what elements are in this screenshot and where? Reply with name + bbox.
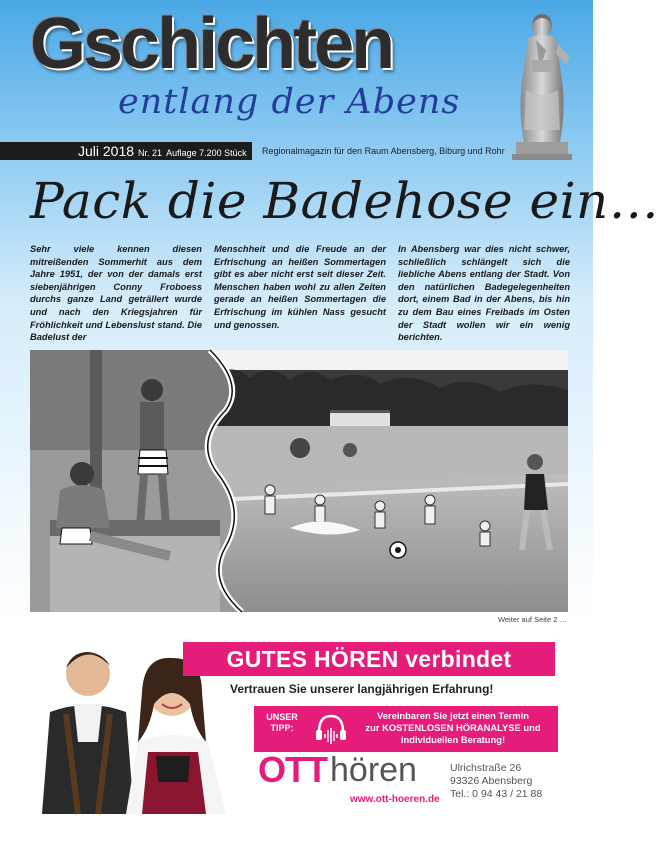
brand-logo-hoeren: hören [330,751,417,789]
ad-slogan: GUTES HÖREN verbindet [183,642,555,676]
region-tagline: Regionalmagazin für den Raum Abensberg, Biburg und Rohr [262,146,505,156]
hearing-waveform-icon [312,710,350,748]
ad-phone: Tel.: 0 94 43 / 21 88 [450,788,543,800]
article-column-3: In Abensberg war dies nicht schwer, schließlich schlängelt sich die liebliche Abens entlang der Stadt. Von den natürlichen Badegelegenheiten dort, einem Bad in der Abens, bis hin zu dem Bau eines Freibads im Osten der Stadt wollen wir ein wenig berichten. [398,244,570,343]
swimming-photo [30,350,568,612]
tip-line-3: individuellen Beratung! [400,734,506,745]
issue-info [78,142,247,160]
tip-line-2: zur KOSTENLOSEN HÖRANALYSE und [365,722,541,733]
masthead-subtitle: entlang der Abens [118,82,461,122]
tip-line-1: Vereinbaren Sie jetzt einen Termin [377,710,529,721]
ott-hoeren-ad[interactable] [30,632,568,814]
article-column-2: Menschheit und die Freude an der Erfrischung an heißen Sommertagen gibt es aber nicht erst seit dieser Zeit. Menschen haben wohl zu allen Zeiten gerade an heißen Sommertagen die Erfrischung im kühlen Nass gesucht und genossen. [214,244,386,330]
issue-date: Juli 2018 [78,143,135,159]
ad-address [450,762,542,801]
continued-caption: Weiter auf Seite 2 … [497,615,567,624]
ad-city: 93326 Abensberg [450,775,533,787]
tip-label-line-1: UNSER [266,712,298,722]
article-headline: Pack die Badehose ein… [30,172,659,230]
ad-trust-line: Vertrauen Sie unserer langjährigen Erfahrung! [230,682,494,696]
ad-street: Ulrichstraße 26 [450,762,522,774]
issue-circulation: Auflage 7.200 Stück [166,148,247,158]
tip-text [354,710,552,746]
brand-logo-ott: OTT [258,749,327,790]
issue-number: Nr. 21 [138,148,163,158]
statue-image [506,10,578,160]
tip-label [258,712,306,734]
tip-label-line-2: TIPP: [270,723,294,733]
ad-website-link[interactable]: www.ott-hoeren.de [350,794,440,805]
article-column-1: Sehr viele kennen diesen mitreißenden Sommerhit aus dem Jahre 1951, der von der damals erst siebenjährigen Conny Froboess durchs ganze Land geträllert wurde und nach den Kriegsjahren für Fröhlichkeit und Lebenslust stand. Die Badelust der [30,244,202,343]
masthead-title: Gschichten [30,4,393,84]
